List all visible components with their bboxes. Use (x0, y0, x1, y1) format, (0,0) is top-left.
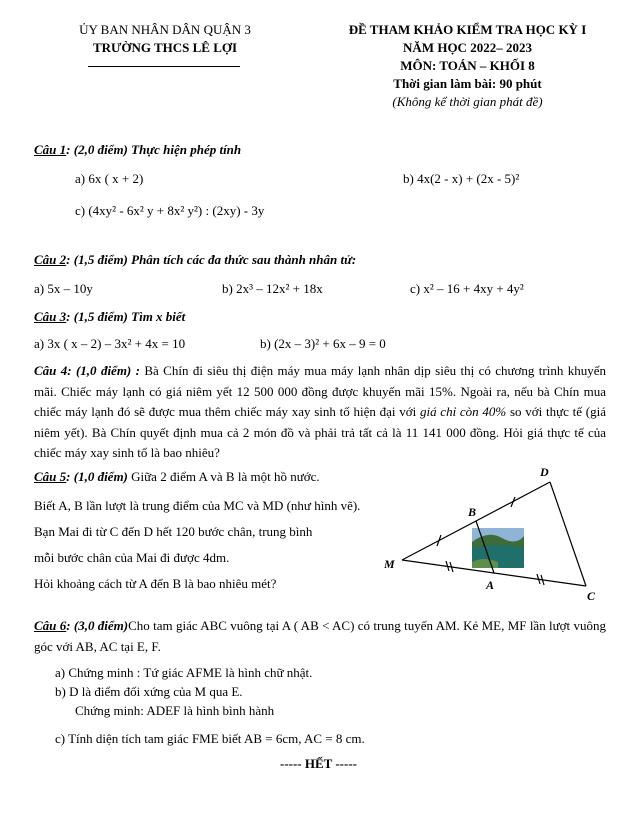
q6-part-c: c) Tính diện tích tam giác FME biết AB = 6cm, AC = 8 cm. (55, 731, 365, 746)
school-name: TRƯỜNG THCS LÊ LỢI (92, 40, 238, 55)
q3-heading (34, 309, 185, 325)
q4-paragraph (34, 361, 606, 464)
point-a-label: A (486, 578, 495, 592)
q1-part-c: c) (4xy² - 6x² y + 8x² y²) : (2xy) - 3y (75, 203, 265, 218)
q6-part-b-proof: Chứng minh: ADEF là hình bình hành (75, 703, 275, 718)
q5-title: : (1,0 điểm) (66, 469, 128, 484)
q3-part-a: a) 3x ( x – 2) – 3x² + 4x = 10 (34, 336, 186, 351)
q3-part-b: b) (2x – 3)² + 6x – 9 = 0 (260, 336, 386, 351)
q2-part-a: a) 5x – 10y (34, 281, 93, 296)
q3-title: : (1,5 điểm) Tìm x biết (66, 309, 186, 324)
exam-title: ĐỀ THAM KHẢO KIỂM TRA HỌC KỲ I (348, 22, 587, 37)
q4-text-2: so với thực tế (giá niêm yết). Bà Chín quyết định mua cả 2 món đồ và phải trả tất cả là 11 141 000 đồng. Hỏi giá thực tế của chiếc máy xay sinh tố là bao nhiêu? (34, 404, 607, 460)
end-marker: ----- HẾT ----- (279, 756, 357, 771)
q1-part-b: b) 4x(2 - x) + (2x - 5)² (403, 171, 520, 186)
q2-part-b: b) 2x³ – 12x² + 18x (222, 281, 323, 296)
q6-part-a: a) Chứng minh : Tứ giác AFME là hình chữ nhật. (55, 665, 313, 680)
q6-paragraph (34, 616, 606, 657)
q1-title: : (2,0 điểm) Thực hiện phép tính (66, 142, 242, 157)
q4-text-1: Bà Chín đi siêu thị điện máy mua máy lạnh nhân dịp siêu thị có chương trình khuyến mãi. Chiếc máy lạnh có giá niêm yết 12 500 000 đồng được khuyến mãi 15%. Ngoài ra, nếu bà Chín mua chiếc máy lạnh đó sẽ được mua thêm chiếc máy xay sinh tố hiện đại với (34, 363, 606, 419)
tick-mb (437, 535, 441, 546)
q5-label: Câu 5 (34, 469, 67, 484)
segment-dc (550, 482, 586, 586)
q5-heading (34, 469, 320, 485)
q1-label: Câu 1 (34, 142, 67, 157)
q4-label: Câu 4: (1,0 điểm) : (34, 363, 140, 378)
q5-line-1: Biết A, B lần lượt là trung điểm của MC và MD (như hình vẽ). (34, 498, 361, 513)
point-d-label: D (540, 465, 549, 479)
q3-label: Câu 3 (34, 309, 67, 324)
point-c-label: C (587, 589, 596, 603)
q6-part-b: b) D là điểm đối xứng của M qua E. (55, 684, 243, 699)
q1-heading (34, 142, 241, 158)
q1-part-a: a) 6x ( x + 2) (75, 171, 144, 186)
q6-title: : (3,0 điểm) (66, 618, 129, 633)
q2-label: Câu 2 (34, 252, 67, 267)
header-divider (88, 66, 240, 67)
q5-line-2: Bạn Mai đi từ C đến D hết 120 bước chân, trung bình (34, 524, 313, 539)
point-m-label: M (384, 557, 395, 571)
duration-note: (Không kể thời gian phát đề) (392, 94, 543, 109)
triangle-lake-figure (380, 462, 610, 608)
q2-title: : (1,5 điểm) Phân tích các đa thức sau thành nhân tử: (66, 252, 357, 267)
duration: Thời gian làm bài: 90 phút (393, 76, 542, 91)
q5-intro: Giữa 2 điểm A và B là một hồ nước. (127, 469, 320, 484)
point-b-label: B (468, 505, 477, 519)
lake-picture (472, 528, 524, 568)
q6-label: Câu 6 (34, 618, 67, 633)
school-authority: ỦY BAN NHÂN DÂN QUẬN 3 (79, 22, 251, 37)
q4-italic-text: giá chỉ còn 40% (419, 404, 507, 419)
q2-part-c: c) x² – 16 + 4xy + 4y² (410, 281, 524, 296)
q5-line-3: mỗi bước chân của Mai đi được 4dm. (34, 550, 230, 565)
q2-heading (34, 252, 356, 268)
q6-intro: Cho tam giác ABC vuông tại A ( AB < AC) có trung tuyến AM. Kẻ ME, MF lần lượt vuông góc với AB, AC tại E, F. (34, 618, 607, 654)
school-year: NĂM HỌC 2022– 2023 (403, 40, 532, 55)
q5-line-4: Hỏi khoảng cách từ A đến B là bao nhiêu mét? (34, 576, 277, 591)
subject: MÔN: TOÁN – KHỐI 8 (400, 58, 535, 73)
